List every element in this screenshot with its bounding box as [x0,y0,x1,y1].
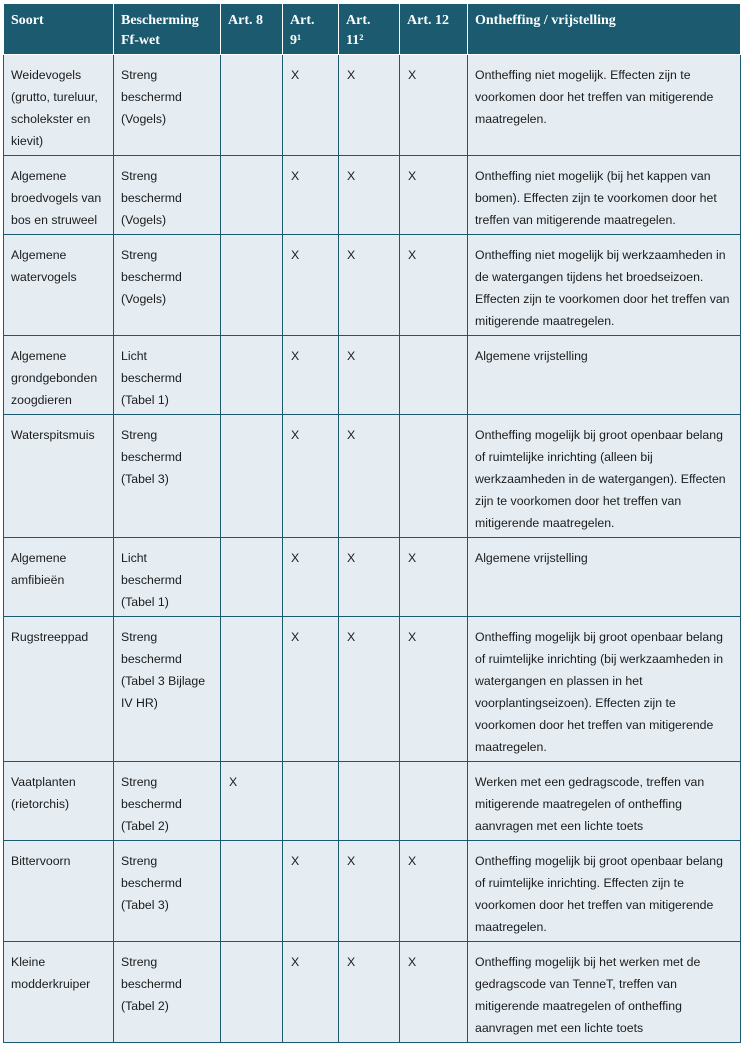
cell-art12 [400,415,468,538]
table-row [4,762,741,841]
cell-ontheffing: Ontheffing mogelijk bij het werken met de gedragscode van TenneT, treffen van mitigerende maatregelen of ontheffing aanvragen met een lichte toets [468,942,741,1043]
cell-art9: X [283,235,339,336]
header-art8: Art. 8 [221,4,283,55]
cell-art9: X [283,55,339,156]
header-soort: Soort [4,4,114,55]
cell-art8 [221,942,283,1043]
header-art9: Art. 9¹ [283,4,339,55]
cell-bescherming: Streng beschermd (Tabel 3 Bijlage IV HR) [114,617,221,762]
cell-soort: Algemene broedvogels van bos en struweel [4,156,114,235]
cell-bescherming: Streng beschermd (Tabel 2) [114,762,221,841]
cell-soort: Waterspitsmuis [4,415,114,538]
cell-ontheffing: Ontheffing mogelijk bij groot openbaar belang of ruimtelijke inrichting. Effecten zijn te voorkomen door het treffen van mitigerende maatregelen. [468,841,741,942]
cell-art11 [339,762,400,841]
table-row [4,538,741,617]
cell-art11: X [339,156,400,235]
cell-art8 [221,617,283,762]
cell-art11: X [339,538,400,617]
cell-art8 [221,538,283,617]
cell-bescherming: Streng beschermd (Tabel 3) [114,841,221,942]
cell-art12 [400,762,468,841]
cell-art9: X [283,415,339,538]
cell-art12: X [400,942,468,1043]
cell-art9: X [283,617,339,762]
header-art11: Art. 11² [339,4,400,55]
cell-art8 [221,336,283,415]
cell-ontheffing: Ontheffing niet mogelijk. Effecten zijn te voorkomen door het treffen van mitigerende maatregelen. [468,55,741,156]
cell-soort: Algemene grondgebonden zoogdieren [4,336,114,415]
table-row [4,617,741,762]
cell-art12: X [400,841,468,942]
cell-soort: Vaatplanten (rietorchis) [4,762,114,841]
cell-bescherming: Streng beschermd (Vogels) [114,55,221,156]
cell-soort: Kleine modderkruiper [4,942,114,1043]
cell-bescherming: Streng beschermd (Tabel 3) [114,415,221,538]
cell-art9: X [283,336,339,415]
cell-bescherming: Streng beschermd (Vogels) [114,235,221,336]
cell-soort: Bittervoorn [4,841,114,942]
header-art12: Art. 12 [400,4,468,55]
header-row [4,4,741,55]
cell-ontheffing: Algemene vrijstelling [468,538,741,617]
cell-art9 [283,762,339,841]
header-ontheffing: Ontheffing / vrijstelling [468,4,741,55]
cell-soort: Rugstreeppad [4,617,114,762]
cell-ontheffing: Ontheffing niet mogelijk bij werkzaamheden in de watergangen tijdens het broedseizoen. Effecten zijn te voorkomen door het treffen van mitigerende maatregelen. [468,235,741,336]
cell-ontheffing: Ontheffing mogelijk bij groot openbaar belang of ruimtelijke inrichting (alleen bij werkzaamheden in de watergangen). Effecten zijn te voorkomen door het treffen van mitigerende maatregelen. [468,415,741,538]
cell-bescherming: Licht beschermd (Tabel 1) [114,336,221,415]
table-row [4,156,741,235]
cell-bescherming: Licht beschermd (Tabel 1) [114,538,221,617]
cell-bescherming: Streng beschermd (Vogels) [114,156,221,235]
cell-art8 [221,415,283,538]
table-row [4,55,741,156]
cell-art11: X [339,235,400,336]
table-row [4,336,741,415]
cell-art11: X [339,336,400,415]
cell-art8 [221,55,283,156]
cell-art9: X [283,538,339,617]
cell-ontheffing: Algemene vrijstelling [468,336,741,415]
table-row [4,841,741,942]
table-row [4,942,741,1043]
cell-bescherming: Streng beschermd (Tabel 2) [114,942,221,1043]
cell-art12: X [400,538,468,617]
table-row [4,415,741,538]
cell-art12: X [400,235,468,336]
cell-soort: Weidevogels (grutto, tureluur, scholekster en kievit) [4,55,114,156]
protection-table [3,3,741,1043]
cell-art8: X [221,762,283,841]
cell-art8 [221,235,283,336]
cell-ontheffing: Ontheffing niet mogelijk (bij het kappen van bomen). Effecten zijn te voorkomen door het treffen van mitigerende maatregelen. [468,156,741,235]
cell-art11: X [339,942,400,1043]
cell-art11: X [339,55,400,156]
header-bescherming: Bescherming Ff-wet [114,4,221,55]
cell-soort: Algemene watervogels [4,235,114,336]
cell-art11: X [339,841,400,942]
cell-art12: X [400,156,468,235]
cell-art12: X [400,617,468,762]
cell-art12 [400,336,468,415]
table-row [4,235,741,336]
cell-ontheffing: Ontheffing mogelijk bij groot openbaar belang of ruimtelijke inrichting (bij werkzaamheden in watergangen en plassen in het voorplantingseizoen). Effecten zijn te voorkomen door het treffen van mitigerende maatregelen. [468,617,741,762]
cell-art9: X [283,942,339,1043]
cell-art12: X [400,55,468,156]
cell-art8 [221,841,283,942]
cell-ontheffing: Werken met een gedragscode, treffen van mitigerende maatregelen of ontheffing aanvragen met een lichte toets [468,762,741,841]
cell-art11: X [339,415,400,538]
cell-art9: X [283,841,339,942]
cell-art9: X [283,156,339,235]
cell-art8 [221,156,283,235]
cell-art11: X [339,617,400,762]
cell-soort: Algemene amfibieën [4,538,114,617]
